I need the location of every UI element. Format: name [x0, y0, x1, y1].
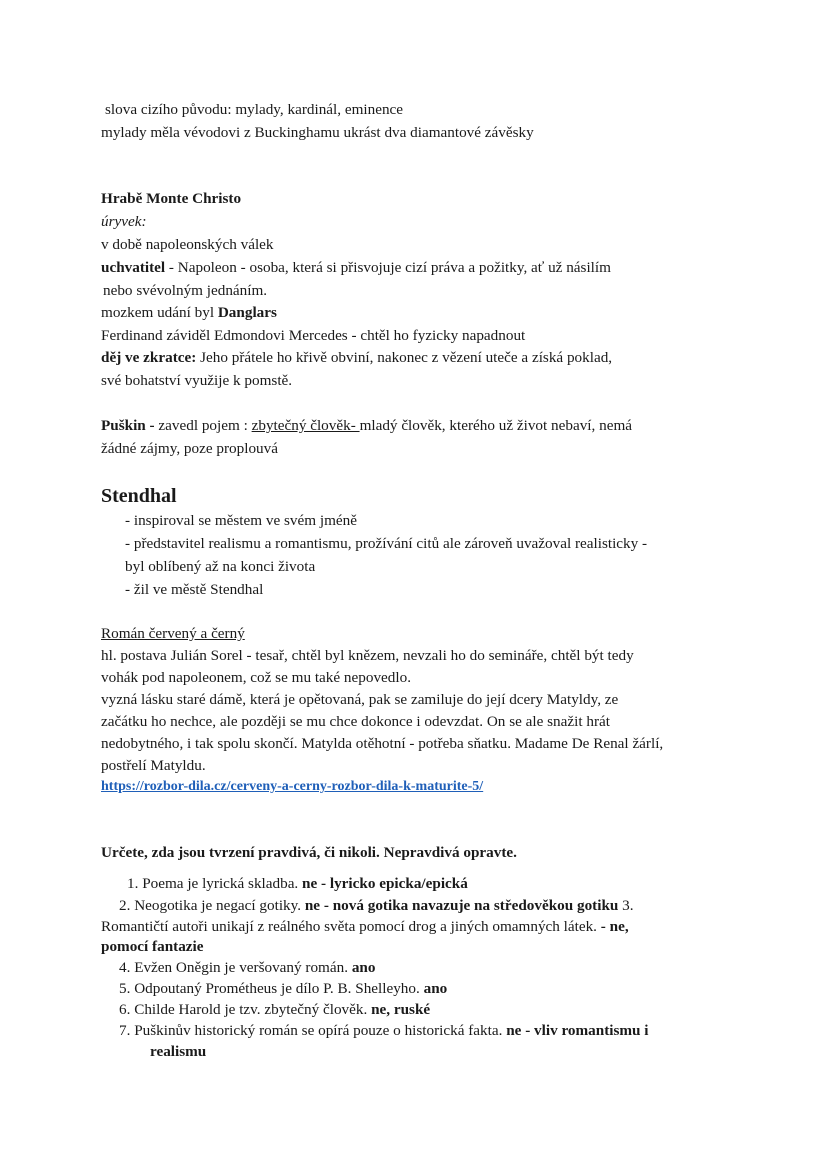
puskin-text-1: zavedl pojem :: [154, 417, 252, 434]
exercise-item-1-answer: ne - lyricko epicka/epická: [302, 875, 468, 892]
exercise-item-6-statement: 6. Childe Harold je tzv. zbytečný člověk.: [119, 1001, 372, 1018]
exercise-item-7-answer: ne - vliv romantismu i: [506, 1022, 649, 1039]
danglars-line: [101, 303, 277, 323]
novel-line-4: začátku ho nechce, ale později se mu chce dokonce i odevzdat. On se ale snažit hrát: [101, 713, 610, 730]
exercise-item-7-statement: 7. Puškinův historický román se opírá pouze o historická fakta.: [119, 1022, 507, 1039]
exercise-item-6-answer: ne, ruské: [371, 1001, 431, 1018]
excerpt-label: úryvek:: [101, 213, 147, 230]
exercise-item-4: [119, 958, 375, 978]
era-line: v době napoleonských válek: [101, 236, 274, 253]
exercise-item-3-statement: Romantičtí autoři unikají z reálného světa pomocí drog a jiných omamných látek.: [101, 918, 601, 935]
usurper-definition: - Napoleon - osoba, která si přisvojuje cizí práva a požitky, ať už násilím: [165, 259, 611, 276]
novel-title: Román červený a černý: [101, 625, 245, 642]
exercise-item-1: [127, 874, 468, 894]
puskin-line-2: žádné zájmy, poze proplouvá: [101, 440, 278, 457]
exercise-item-2-answer: ne - nová gotika navazuje na středověkou gotiku: [304, 897, 619, 914]
exercise-item-5: [119, 979, 447, 999]
puskin-name: Puškin -: [101, 417, 155, 434]
stendhal-item-1: - inspiroval se městem ve svém jméně: [125, 512, 357, 529]
exercise-item-1-statement: 1. Poema je lyrická skladba.: [127, 875, 303, 892]
plot-label: děj ve zkratce:: [101, 349, 197, 366]
stendhal-heading: Stendhal: [101, 485, 177, 507]
exercise-item-6: [119, 1000, 430, 1020]
puskin-term: zbytečný člověk-: [251, 417, 360, 434]
exercise-item-4-statement: 4. Evžen Oněgin je veršovaný román.: [119, 959, 352, 976]
usurper-term: uchvatitel: [101, 259, 166, 276]
exercise-item-7: [119, 1021, 649, 1041]
novel-line-3: vyzná lásku staré dámě, která je opětovaná, pak se zamiluje do její dcery Matyldy, ze: [101, 691, 619, 708]
exercise-item-4-answer: ano: [351, 959, 376, 976]
plot-text: Jeho přátele ho křivě obviní, nakonec z vězení uteče a získá poklad,: [196, 349, 613, 366]
stendhal-item-2-cont: byl oblíbený až na konci života: [125, 558, 316, 575]
exercise-item-5-statement: 5. Odpoutaný Prométheus je dílo P. B. Shelleyho.: [119, 980, 424, 997]
exercise-title: Určete, zda jsou tvrzení pravdivá, či nikoli. Nepravdivá opravte.: [101, 844, 517, 861]
usurper-line: [101, 258, 611, 278]
exercise-item-3-number: 3.: [618, 897, 634, 914]
novel-line-1: hl. postava Julián Sorel - tesař, chtěl byl knězem, nevzali ho do semináře, chtěl být tedy: [101, 647, 634, 664]
intro-line-1: slova cizího původu: mylady, kardinál, eminence: [105, 101, 404, 118]
novel-line-6: postřelí Matyldu.: [101, 757, 206, 774]
novel-line-5: nedobytného, i tak spolu skončí. Matylda otěhotní - potřeba sňatku. Madame De Renal žárlí,: [101, 735, 664, 752]
exercise-item-7-answer-cont: realismu: [150, 1043, 207, 1060]
novel-analysis-link[interactable]: https://rozbor-dila.cz/cerveny-a-cerny-rozbor-dila-k-maturite-5/: [101, 779, 484, 794]
usurper-line-2: nebo svévolným jednáním.: [103, 282, 268, 299]
exercise-item-3-answer: - ne,: [600, 918, 629, 935]
exercise-item-2: [119, 896, 634, 916]
stendhal-item-3: - žil ve městě Stendhal: [125, 581, 264, 598]
novel-line-2: vohák pod napoleonem, což se mu také nepovedlo.: [101, 669, 411, 686]
exercise-item-3: [101, 917, 629, 937]
exercise-item-5-answer: ano: [423, 980, 448, 997]
intro-line-2: mylady měla vévodovi z Buckinghamu ukrást dva diamantové závěsky: [101, 124, 534, 141]
exercise-item-2-statement: 2. Neogotika je negací gotiky.: [119, 897, 305, 914]
puskin-line: [101, 416, 632, 436]
stendhal-item-2: - představitel realismu a romantismu, prožívání citů ale zároveň uvažoval realisticky -: [125, 535, 648, 552]
plot-line-2: své bohatství využije k pomstě.: [101, 372, 293, 389]
danglars-prefix: mozkem udání byl: [101, 304, 218, 321]
plot-line: [101, 348, 612, 368]
danglars-name: Danglars: [217, 304, 277, 321]
section-title-monte-christo: Hrabě Monte Christo: [101, 190, 242, 207]
ferdinand-line: Ferdinand záviděl Edmondovi Mercedes - chtěl ho fyzicky napadnout: [101, 327, 526, 344]
exercise-item-3-answer-cont: pomocí fantazie: [101, 938, 204, 955]
puskin-text-2: mladý člověk, kterého už život nebaví, nemá: [359, 417, 632, 434]
